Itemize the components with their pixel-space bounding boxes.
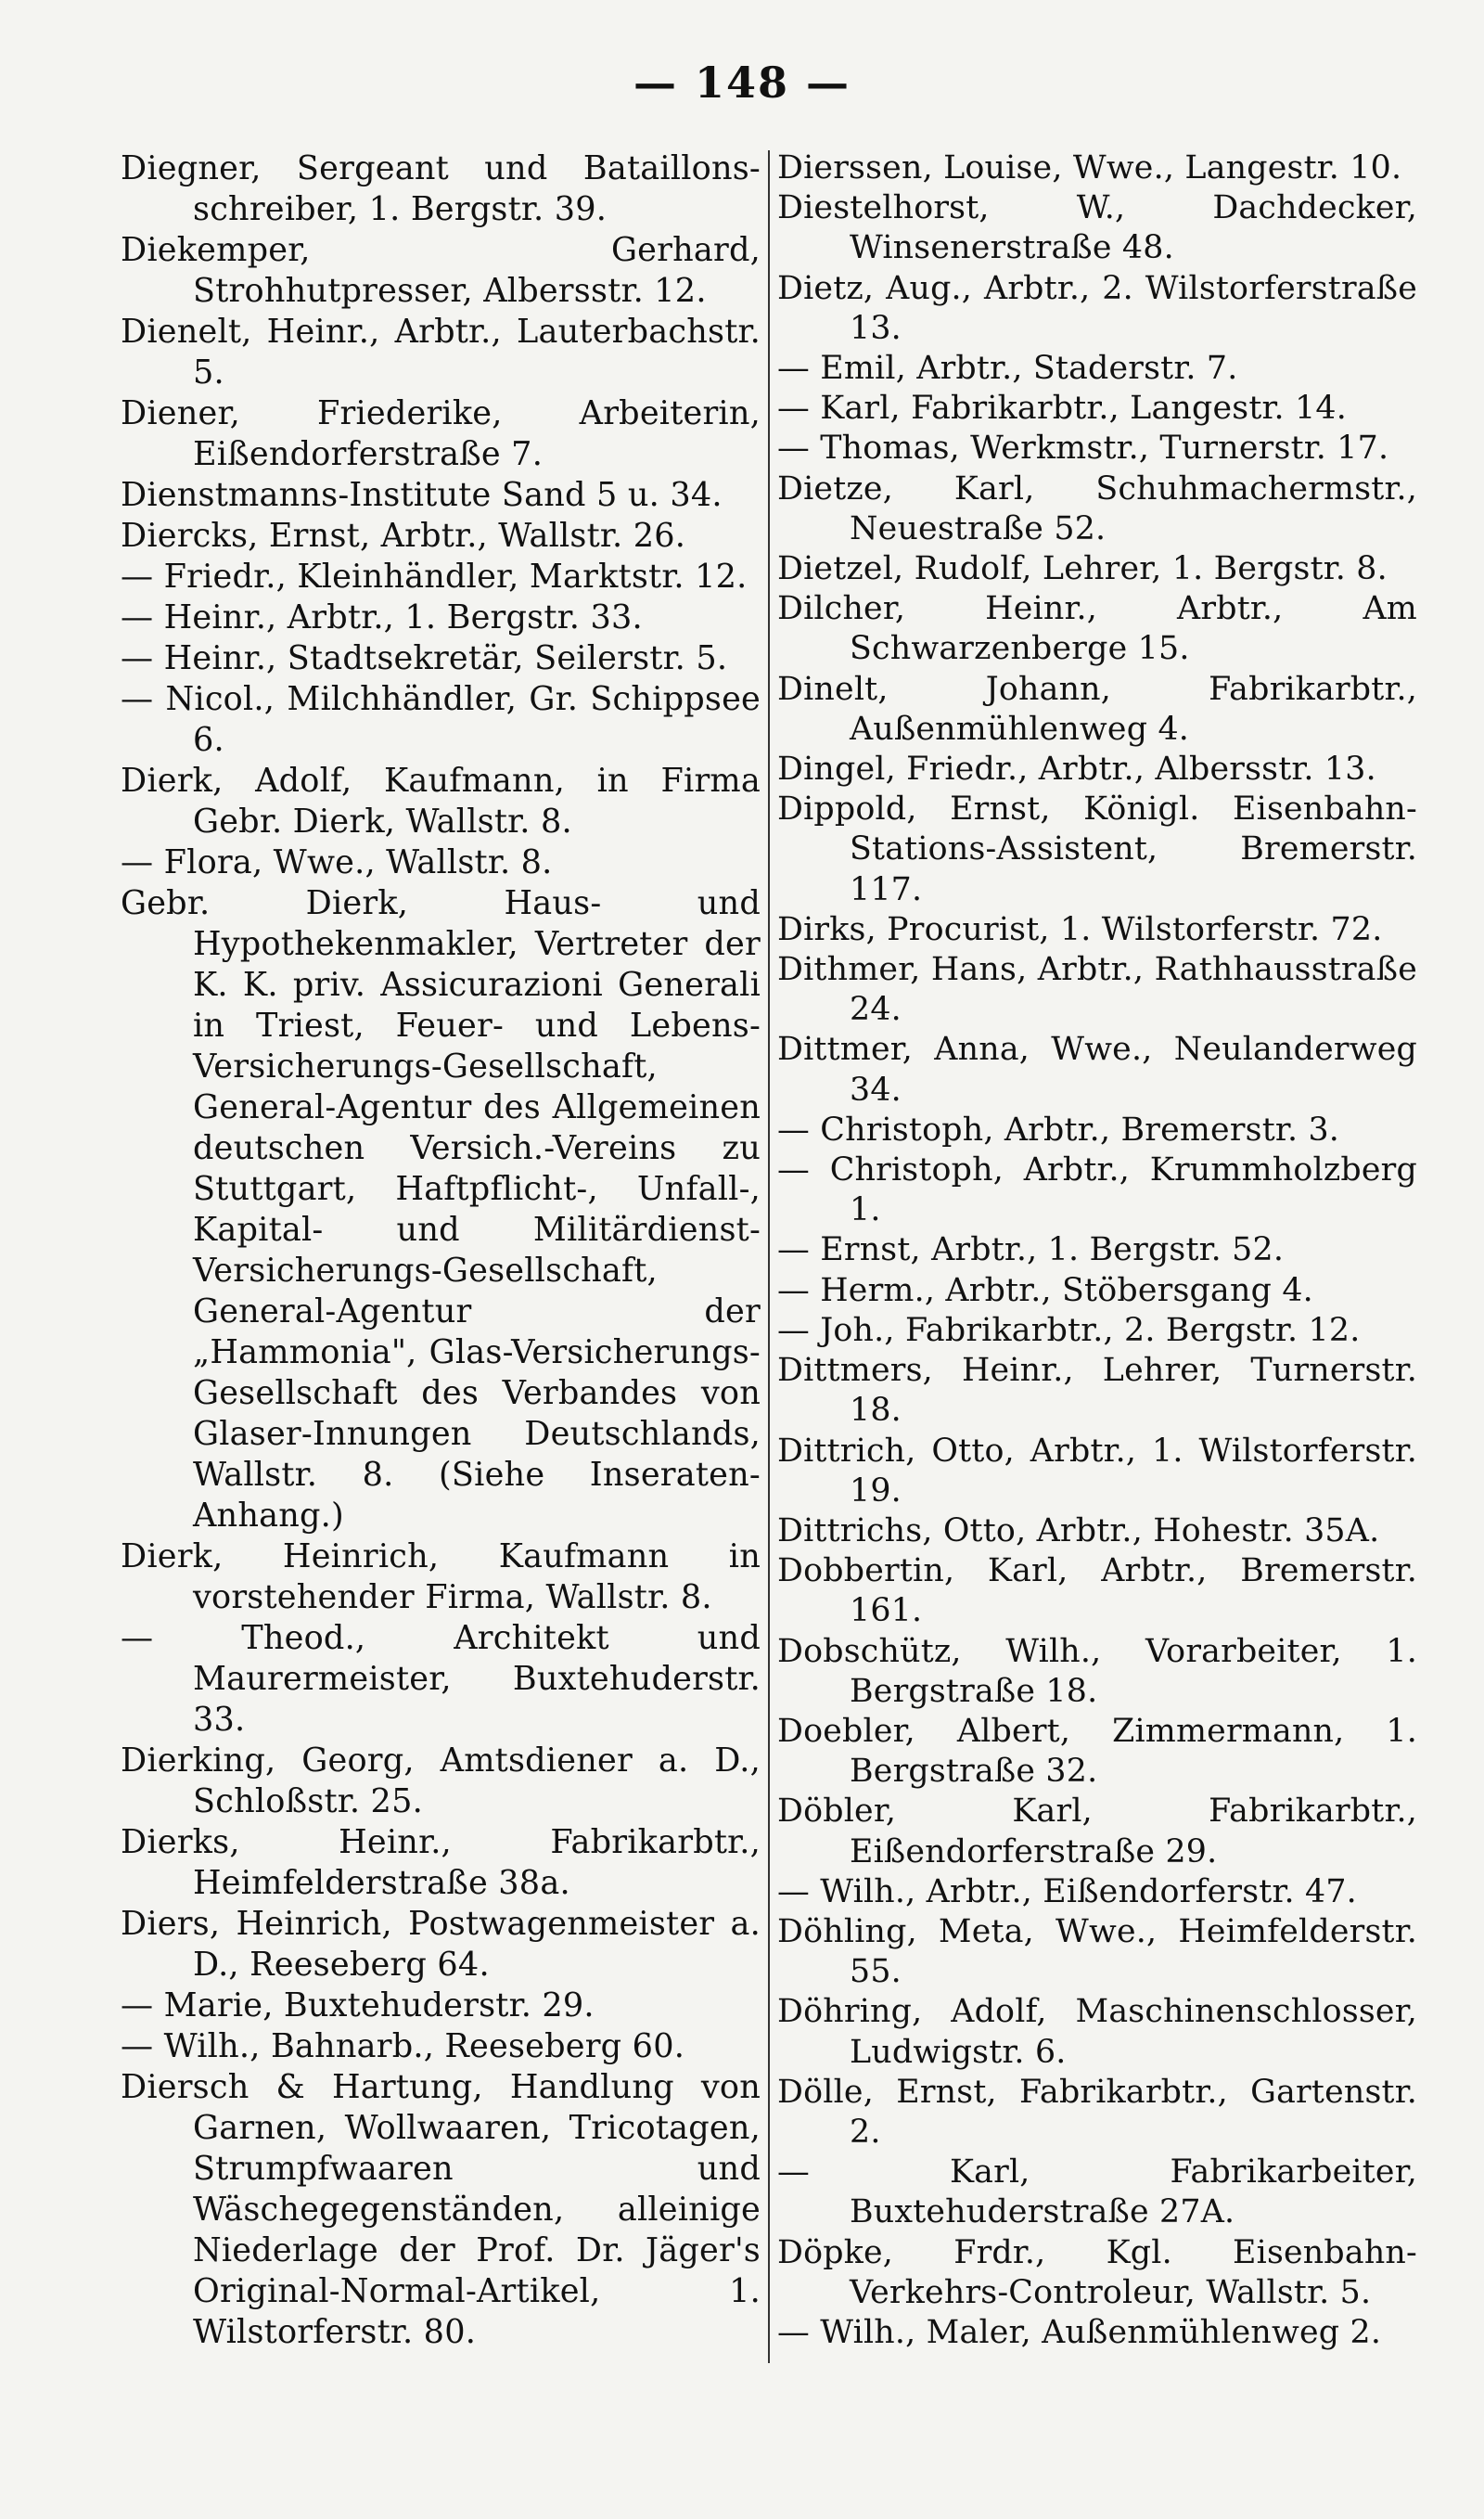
directory-entry: — Emil, Arbtr., Staderstr. 7. xyxy=(777,350,1238,388)
directory-entry: — Friedr., Kleinhändler, Marktstr. 12. xyxy=(121,558,748,596)
directory-entry: Dinelt, Johann, Fabrikarbtr., Außenmühlenweg 4. xyxy=(777,670,1417,748)
directory-entry: Diegner, Sergeant und Bataillons-schreiber, 1. Bergstr. 39. xyxy=(121,149,761,228)
directory-entry: — Wilh., Bahnarb., Reeseberg 60. xyxy=(121,2027,685,2065)
directory-entry: Gebr. Dierk, Haus- und Hypothekenmakler, Vertreter der K. K. priv. Assicurazioni Generali in Triest, Feuer- und Lebens-Versicherungs-Gesellschaft, General-Agentur des Allgemeinen deutschen Versich.-Vereins zu Stuttgart, Haftpflicht-, Unfall-, Kapital- und Militärdienst-Versicherungs-Gesellschaft, General-Agentur der „Hammonia", Glas-Versicherungs-Gesellschaft des Verbandes von Glaser-Innungen Deutschlands, Wallstr. 8. (Siehe Inseraten-Anhang.) xyxy=(121,884,761,1535)
directory-entry: Dölle, Ernst, Fabrikarbtr., Gartenstr. 2. xyxy=(777,2073,1417,2151)
right-column xyxy=(777,148,1417,2353)
directory-entry: Diener, Friederike, Arbeiterin, Eißendorferstraße 7. xyxy=(121,394,761,473)
left-column xyxy=(121,148,761,2353)
directory-entry: Dittrichs, Otto, Arbtr., Hohestr. 35A. xyxy=(777,1511,1380,1549)
directory-entry: — Christoph, Arbtr., Bremerstr. 3. xyxy=(777,1111,1340,1149)
directory-entry: Dierking, Georg, Amtsdiener a. D., Schloßstr. 25. xyxy=(121,1741,761,1820)
directory-entry: Döhling, Meta, Wwe., Heimfelderstr. 55. xyxy=(777,1912,1417,1991)
directory-entry: — Flora, Wwe., Wallstr. 8. xyxy=(121,843,553,881)
directory-entry: — Joh., Fabrikarbtr., 2. Bergstr. 12. xyxy=(777,1311,1361,1349)
directory-entry: Dierk, Adolf, Kaufmann, in Firma Gebr. Dierk, Wallstr. 8. xyxy=(121,762,761,841)
directory-entry: — Christoph, Arbtr., Krummholzberg 1. xyxy=(777,1151,1417,1229)
directory-entry: Dippold, Ernst, Königl. Eisenbahn-Stations-Assistent, Bremerstr. 117. xyxy=(777,790,1417,908)
directory-entry: Dobbertin, Karl, Arbtr., Bremerstr. 161. xyxy=(777,1552,1417,1630)
directory-entry: — Heinr., Arbtr., 1. Bergstr. 33. xyxy=(121,598,643,636)
directory-entry: — Thomas, Werkmstr., Turnerstr. 17. xyxy=(777,430,1389,468)
directory-entry: — Heinr., Stadtsekretär, Seilerstr. 5. xyxy=(121,639,728,677)
directory-entry: — Wilh., Maler, Außenmühlenweg 2. xyxy=(777,2313,1382,2351)
directory-entry: Dirks, Procurist, 1. Wilstorferstr. 72. xyxy=(777,910,1383,948)
directory-entry: Dierssen, Louise, Wwe., Langestr. 10. xyxy=(777,149,1402,186)
directory-entry: Diersch & Hartung, Handlung von Garnen, Wollwaaren, Tricotagen, Strumpfwaaren und Wäschegegenständen, alleinige Niederlage der Prof. Dr. Jäger's Original-Normal-Artikel, 1. Wilstorferstr. 80. xyxy=(121,2068,761,2351)
directory-entry: Dithmer, Hans, Arbtr., Rathhausstraße 24. xyxy=(777,951,1417,1029)
directory-entry: — Karl, Fabrikarbeiter, Buxtehuderstraße 27A. xyxy=(777,2153,1417,2231)
directory-entry: — Herm., Arbtr., Stöbersgang 4. xyxy=(777,1271,1313,1309)
directory-entry: Döbler, Karl, Fabrikarbtr., Eißendorferstraße 29. xyxy=(777,1793,1417,1870)
directory-entry: Diers, Heinrich, Postwagenmeister a. D., Reeseberg 64. xyxy=(121,1905,761,1984)
directory-entry: Diekemper, Gerhard, Strohhutpresser, Albersstr. 12. xyxy=(121,231,761,310)
directory-entry: Dienstmanns-Institute Sand 5 u. 34. xyxy=(121,476,723,514)
directory-entry: Dietzel, Rudolf, Lehrer, 1. Bergstr. 8. xyxy=(777,550,1388,588)
directory-entry: Dierks, Heinr., Fabrikarbtr., Heimfelderstraße 38a. xyxy=(121,1823,761,1902)
directory-entry: Diercks, Ernst, Arbtr., Wallstr. 26. xyxy=(121,517,686,555)
directory-entry: Dierk, Heinrich, Kaufmann in vorstehender Firma, Wallstr. 8. xyxy=(121,1537,761,1616)
directory-entry: Diestelhorst, W., Dachdecker, Winsenerstraße 48. xyxy=(777,189,1417,267)
page-number: — 148 — xyxy=(633,58,851,108)
directory-entry: — Wilh., Arbtr., Eißendorferstr. 47. xyxy=(777,1872,1357,1910)
directory-entry: Döpke, Frdr., Kgl. Eisenbahn-Verkehrs-Controleur, Wallstr. 5. xyxy=(777,2233,1417,2311)
directory-entry: Dienelt, Heinr., Arbtr., Lauterbachstr. 5. xyxy=(121,313,761,392)
directory-entry: Dittmer, Anna, Wwe., Neulanderweg 34. xyxy=(777,1031,1417,1109)
directory-entry: Döhring, Adolf, Maschinenschlosser, Ludwigstr. 6. xyxy=(777,1993,1417,2071)
directory-entry: Dilcher, Heinr., Arbtr., Am Schwarzenberge 15. xyxy=(777,590,1417,668)
directory-entry: Dietz, Aug., Arbtr., 2. Wilstorferstraße 13. xyxy=(777,269,1417,347)
directory-entry: Dittrich, Otto, Arbtr., 1. Wilstorferstr. 19. xyxy=(777,1432,1417,1510)
directory-entry: — Nicol., Milchhändler, Gr. Schippsee 6. xyxy=(121,680,761,759)
column-divider xyxy=(768,150,770,2363)
directory-entry: Dingel, Friedr., Arbtr., Albersstr. 13. xyxy=(777,751,1376,789)
directory-entry: Dobschütz, Wilh., Vorarbeiter, 1. Bergstraße 18. xyxy=(777,1632,1417,1710)
directory-entry: — Marie, Buxtehuderstr. 29. xyxy=(121,1986,595,2024)
directory-entry: Doebler, Albert, Zimmermann, 1. Bergstraße 32. xyxy=(777,1712,1417,1791)
directory-entry: Dietze, Karl, Schuhmachermstr., Neuestraße 52. xyxy=(777,469,1417,547)
directory-entry: — Karl, Fabrikarbtr., Langestr. 14. xyxy=(777,390,1348,428)
directory-entry: — Theod., Architekt und Maurermeister, Buxtehuderstr. 33. xyxy=(121,1619,761,1739)
directory-entry: — Ernst, Arbtr., 1. Bergstr. 52. xyxy=(777,1231,1285,1269)
directory-entry: Dittmers, Heinr., Lehrer, Turnerstr. 18. xyxy=(777,1352,1417,1430)
